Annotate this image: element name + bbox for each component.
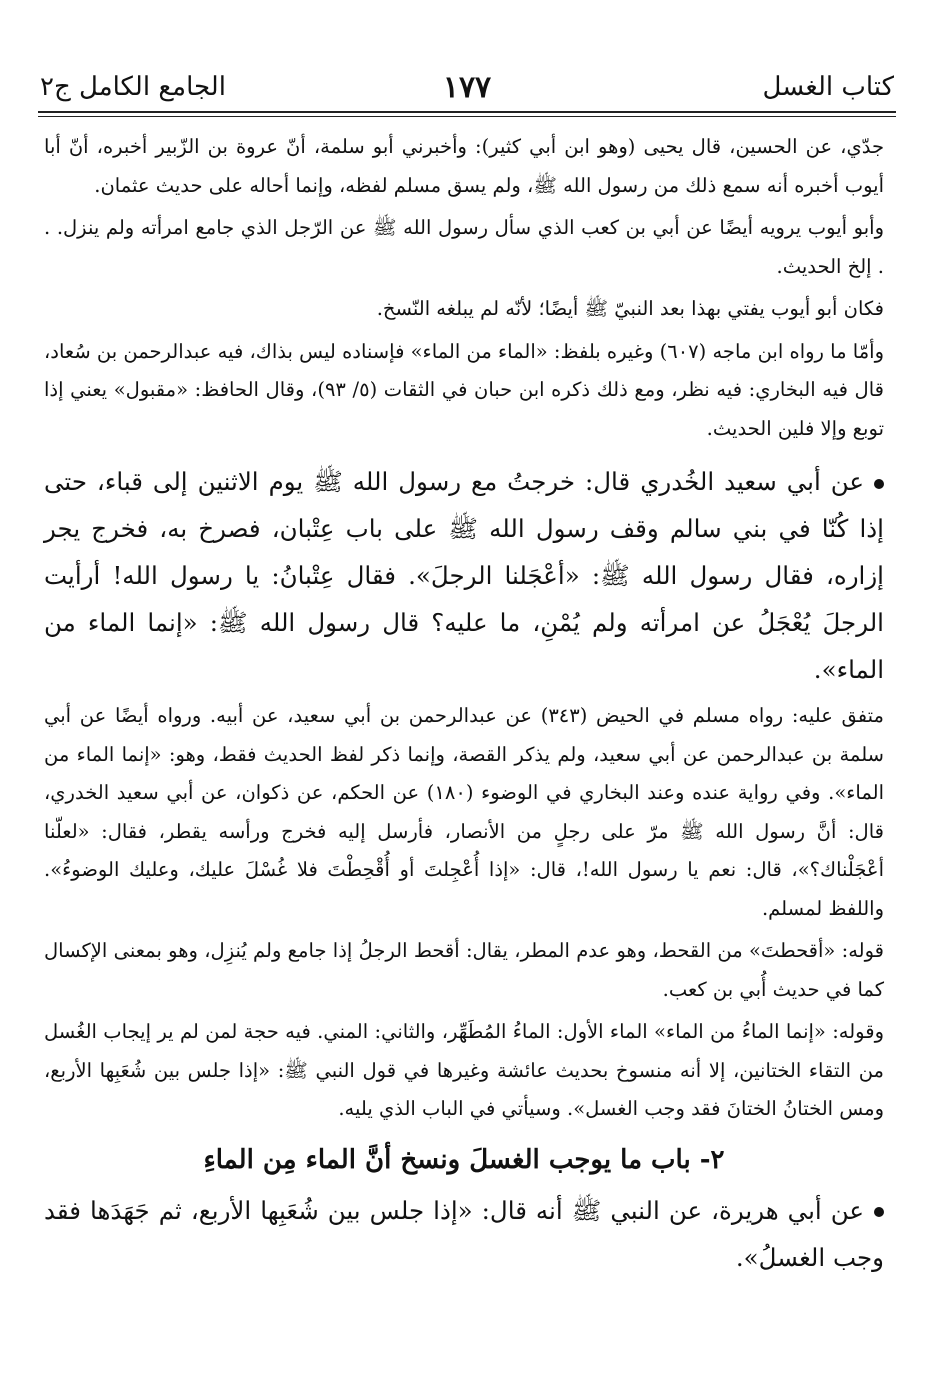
hadith-abu-hurayra-text: عن أبي هريرة، عن النبي ﷺ أنه قال: «إذا جلس بين شُعَبِها الأربع، ثم جَهَدَها فقد وجب الغسلُ».	[44, 1195, 884, 1272]
paragraph-isnad-continuation: جدّي، عن الحسين، قال يحيى (وهو ابن أبي كثير): وأخبرني أبو سلمة، أنّ عروة بن الزّبير أخبره، أنّ أبا أيوب أخبره أنه سمع ذلك من رسول الله ﷺ، ولم يسق مسلم لفظه، وإنما أحاله على حديث عثمان.	[44, 135, 884, 197]
paragraph-abu-ayyub-fatwa: فكان أبو أيوب يفتي بهذا بعد النبيّ ﷺ أيضًا؛ لأنّه لم يبلغه النّسخ.	[376, 297, 884, 320]
page-header	[40, 68, 894, 106]
page-body	[44, 128, 884, 1281]
hadith-abu-hurayra	[44, 1187, 884, 1281]
section-title: ٢- باب ما يوجب الغسلَ ونسخ أنَّ الماء مِن الماءِ	[203, 1144, 725, 1175]
hadith-abu-said	[44, 458, 884, 693]
paragraph-abu-ayyub: وأبو أيوب يرويه أيضًا عن أبي بن كعب الذي سأل رسول الله ﷺ عن الرّجل الذي جامع امرأته ولم ينزل. . . إلخ الحديث.	[44, 216, 884, 278]
header-rule-thick	[38, 111, 896, 113]
header-rule-thin	[38, 116, 896, 117]
paragraph-commentary: وقوله: «إنما الماءُ من الماء» الماء الأول: الماءُ المُطَهِّر، والثاني: المني. فيه حجة لمن لم ير إيجاب الغُسل من التقاء الختانين، إلا أنه منسوخ بحديث عائشة وغيرها في قول النبي ﷺ: «إذا جلس بين شُعَبِها الأربع، ومس الختانُ الختانَ فقد وجب الغسل». وسيأتي في الباب الذي يليه.	[44, 1020, 884, 1120]
book-title: الجامع الكامل ج٢	[40, 72, 226, 102]
paragraph-takhrij: متفق عليه: رواه مسلم في الحيض (٣٤٣) عن عبدالرحمن بن أبي سعيد، عن أبيه. ورواه أيضًا عن أبي سلمة بن عبدالرحمن عن أبي سعيد، ولم يذكر القصة، وإنما ذكر لفظ الحديث فقط، وهو: «إنما الماء من الماء». وفي رواية عنده وعند البخاري في الوضوء (١٨٠) عن الحكم، عن ذكوان، عن أبي سعيد الخدري، قال: أنَّ رسول الله ﷺ مرّ على رجلٍ من الأنصار، فأرسل إليه فخرج ورأسه يقطر، فقال: «لعلّنا أعْجَلْناك؟»، قال: نعم يا رسول الله!، قال: «إذا أُعْجِلتَ أو أُقْحِطْتَ فلا غُسْلَ عليك، وعليك الوضوءُ». واللفظ لمسلم.	[44, 704, 884, 920]
hadith-abu-said-text: عن أبي سعيد الخُدري قال: خرجتُ مع رسول الله ﷺ يوم الاثنين إلى قباء، حتى إذا كُنّا في بني سالم وقف رسول الله ﷺ على باب عِتْبان، فصرخ به، فخرج يجر إزاره، فقال رسول الله ﷺ: «أعْجَلنا الرجلَ». فقال عِتْبانُ: يا رسول الله! أرأيت الرجلَ يُعْجَلُ عن امرأته ولم يُمْنِ، ما عليه؟ قال رسول الله ﷺ: «إنما الماء من الماء».	[44, 467, 884, 684]
bullet-dot-icon	[874, 479, 884, 489]
paragraph-aqhatta: قوله: «أقحطتَ» من القحط، وهو عدم المطر، يقال: أقحط الرجلُ إذا جامع ولم يُنزِل، وهو بمعنى الإكسال كما في حديث أُبي بن كعب.	[44, 939, 884, 1001]
page-number: ١٧٧	[442, 69, 492, 105]
chapter-title: كتاب الغسل	[762, 72, 894, 102]
bullet-dot-icon	[874, 1207, 884, 1217]
paragraph-ibn-majah: وأمّا ما رواه ابن ماجه (٦٠٧) وغيره بلفظ: «الماء من الماء» فإسناده ليس بذاك، فيه عبدالرحمن بن سُعاد، قال فيه البخاري: فيه نظر، ومع ذلك ذكره ابن حبان في الثقات (٥/ ٩٣)، وقال الحافظ: «مقبول» يعني إذا توبع وإلا فلين الحديث.	[44, 339, 884, 440]
